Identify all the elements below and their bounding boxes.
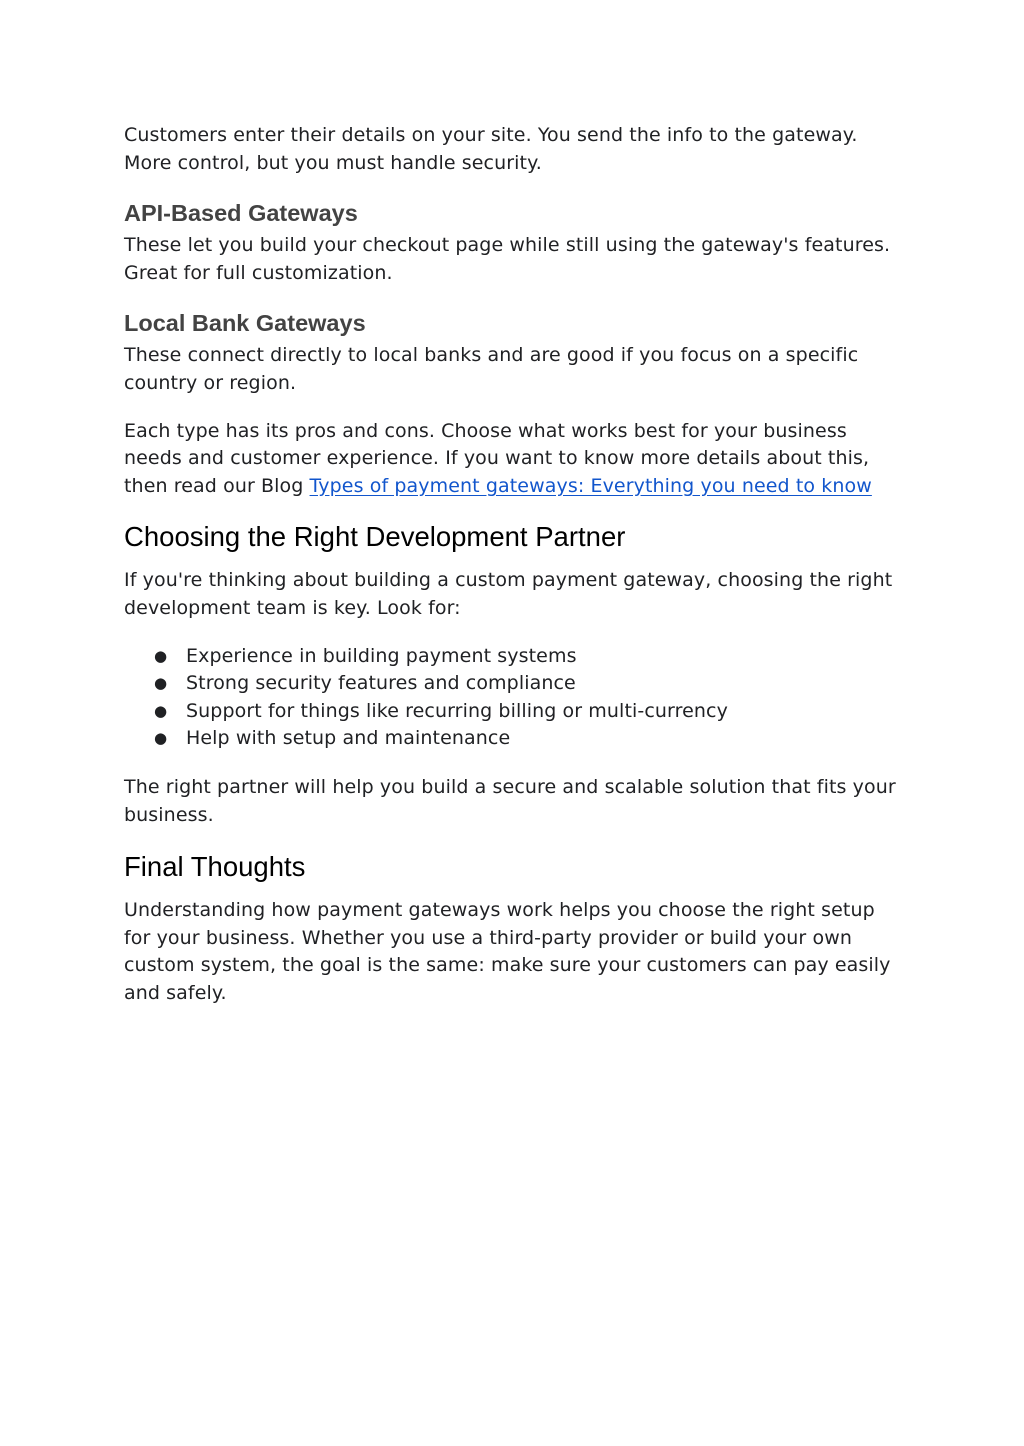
final-thoughts-heading: Final Thoughts [124, 851, 306, 883]
api-based-gateways-text: These let you build your checkout page while still using the gateway's features. Great for full customization. [124, 234, 891, 284]
final-thoughts-text: Understanding how payment gateways work helps you choose the right setup for your business. Whether you use a third-party provider or build your own custom system, the goal is the same: make sure your customers can pay easily and safely. [124, 899, 891, 1004]
development-partner-intro: If you're thinking about building a custom payment gateway, choosing the right development team is key. Look for: [124, 569, 893, 619]
list-item [124, 643, 904, 671]
api-based-gateways-heading: API-Based Gateways [124, 200, 358, 227]
document-body [124, 122, 904, 1007]
development-partner-closing: The right partner will help you build a secure and scalable solution that fits your business. [124, 775, 896, 826]
pros-cons-text: Each type has its pros and cons. Choose what works best for your business needs and customer experience. If you want to know more details about this, then read our Blog [124, 419, 870, 497]
list-item-text: Experience in building payment systems [186, 644, 577, 667]
bullet-icon: ● [154, 729, 168, 748]
pros-cons-paragraph [124, 418, 904, 501]
list-item [124, 725, 904, 753]
partner-criteria-list [124, 643, 904, 753]
local-bank-gateways-heading: Local Bank Gateways [124, 310, 366, 337]
list-item-text: Help with setup and maintenance [186, 727, 511, 750]
list-item [124, 670, 904, 698]
intro-paragraph: Customers enter their details on your site. You send the info to the gateway. More control, but you must handle security. [124, 124, 858, 174]
bullet-icon: ● [154, 674, 168, 693]
local-bank-gateways-text: These connect directly to local banks and are good if you focus on a specific country or region. [124, 344, 859, 394]
list-item-text: Support for things like recurring billing or multi-currency [186, 699, 728, 722]
blog-link[interactable]: Types of payment gateways: Everything you need to know [309, 474, 872, 497]
bullet-icon: ● [154, 646, 168, 665]
list-item-text: Strong security features and compliance [186, 672, 576, 695]
development-partner-heading: Choosing the Right Development Partner [124, 521, 626, 553]
list-item [124, 698, 904, 726]
bullet-icon: ● [154, 701, 168, 720]
